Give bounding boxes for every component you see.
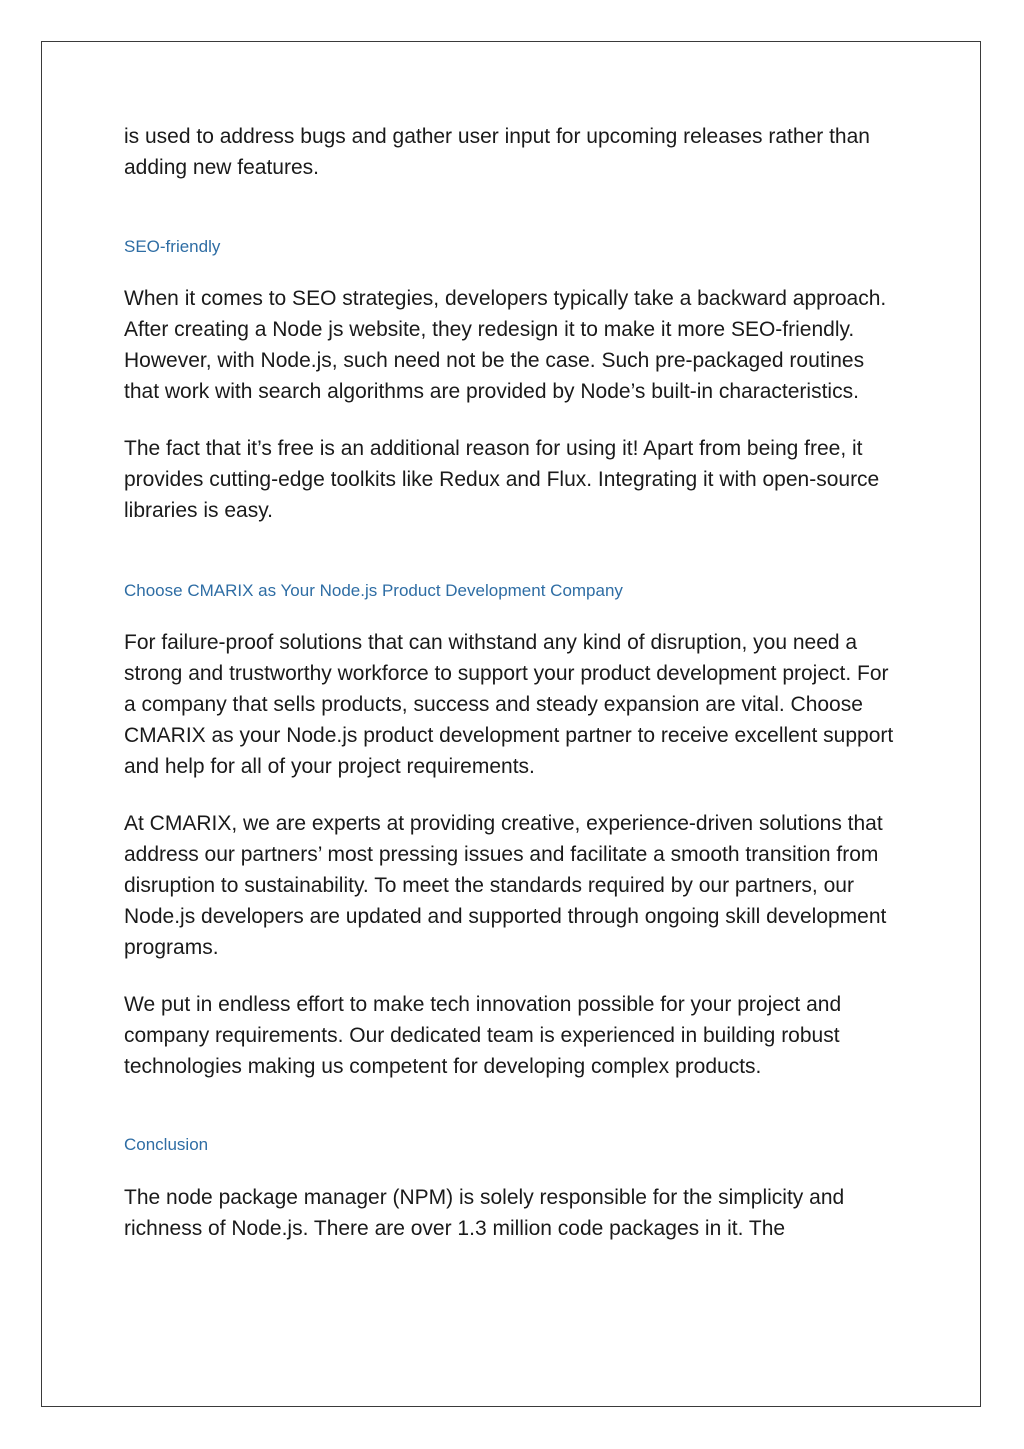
heading-choose-cmarix: Choose CMARIX as Your Node.js Product Development Company <box>124 581 623 600</box>
conclusion-paragraph-1: The node package manager (NPM) is solely responsible for the simplicity and richness of Node.js. There are over 1.3 million code packages in it. The <box>124 1186 845 1240</box>
seo-paragraph-1: When it comes to SEO strategies, developers typically take a backward approach. After creating a Node js website, they redesign it to make it more SEO-friendly. However, with Node.js, such need not be the case. Such pre-packaged routines that work with search algorithms are provided by Node’s built-in characteristics. <box>124 287 887 403</box>
seo-paragraph-2: The fact that it’s free is an additional reason for using it! Apart from being free, it provides cutting-edge toolkits like Redux and Flux. Integrating it with open-source libraries is easy. <box>124 437 880 522</box>
document-body <box>124 121 904 1244</box>
cmarix-paragraph-3: We put in endless effort to make tech innovation possible for your project and company requirements. Our dedicated team is experienced in building robust technologies making us competent for developing complex products. <box>124 993 842 1078</box>
cmarix-paragraph-1: For failure-proof solutions that can withstand any kind of disruption, you need a strong and trustworthy workforce to support your product development project. For a company that sells products, success and steady expansion are vital. Choose CMARIX as your Node.js product development partner to receive excellent support and help for all of your project requirements. <box>124 631 894 778</box>
heading-seo-friendly: SEO-friendly <box>124 237 221 256</box>
heading-conclusion: Conclusion <box>124 1135 209 1154</box>
intro-paragraph: is used to address bugs and gather user input for upcoming releases rather than adding new features. <box>124 125 870 179</box>
cmarix-paragraph-2: At CMARIX, we are experts at providing creative, experience-driven solutions that address our partners’ most pressing issues and facilitate a smooth transition from disruption to sustainability. To meet the standards required by our partners, our Node.js developers are updated and supported through ongoing skill development programs. <box>124 812 887 959</box>
